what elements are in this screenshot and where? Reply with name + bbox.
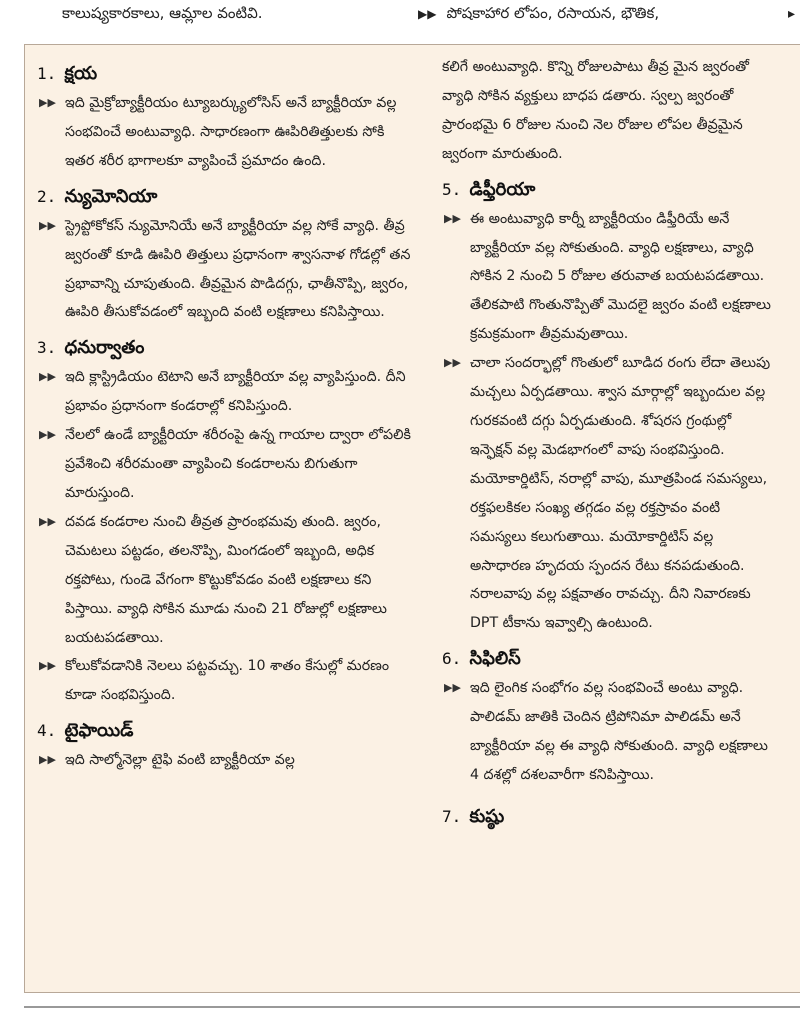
paragraph: ▶▶ స్ట్రెప్టోకోకస్ న్యుమోనియే అనే బ్యాక్టీరియా వల్ల సోకే వ్యాధి. తీవ్ర జ్వరంతో కూడి ఊపిరి తిత్తులు ప్రధానంగా శ్వాసనాళ గోడల్లో తన ప్రభావాన్ని చూపుతుంది. తీవ్రమైన పొడిదగ్గు, ఛాతీనొప్పి, జ్వరం, ఊపిరి తీసుకోవడంలో ఇబ్బంది వంటి లక్షణాలు కనిపిస్తాయి. xyxy=(37,212,417,328)
left-column xyxy=(37,53,417,775)
section-heading-leprosy: 7. కుష్ఠు xyxy=(442,805,505,827)
bullet-icon: ▶▶ xyxy=(39,514,56,528)
bullet-icon: ▶▶ xyxy=(444,681,461,695)
previous-column-tail-left: కాలుష్యకారకాలు, ఆమ్లాల వంటివి. xyxy=(62,4,263,22)
section-heading-typhoid: 4. టైఫాయిడ్ xyxy=(37,720,134,742)
bullet-icon: ▶▶ xyxy=(39,218,56,232)
bullet-icon: ▶▶ xyxy=(39,753,56,767)
previous-tail-text: పోషకాహార లోపం, రసాయన, భౌతిక, xyxy=(446,4,660,22)
bullet-icon: ▶▶ xyxy=(39,659,56,673)
paragraph: ▶▶ ఈ అంటువ్యాధి కార్నీ బ్యాక్టీరియం డిఫ్తీరియే అనే బ్యాక్టీరియా వల్ల సోకుతుంది. వ్యాధి లక్షణాలు, వ్యాధి సోకిన 2 నుంచి 5 రోజుల తరువాత బయటపడతాయి. తేలికపాటి గొంతునొప్పితో మొదలై జ్వరం వంటి లక్షణాలు క్రమక్రమంగా తీవ్రమవుతాయి. xyxy=(442,205,778,350)
section-heading-tetanus: 3. ధనుర్వాతం xyxy=(37,337,145,359)
bullet-icon: ▶▶ xyxy=(444,211,461,225)
paragraph: ▶▶ దవడ కండరాల నుంచి తీవ్రత ప్రారంభమవు తుంది. జ్వరం, చెమటలు పట్టడం, తలనొప్పి, మింగడంలో ఇబ్బంది, అధిక రక్తపోటు, గుండె వేగంగా కొట్టుకోవడం వంటి లక్షణాలు కని పిస్తాయి. వ్యాధి సోకిన మూడు నుంచి 21 రోజుల్లో లక్షణాలు బయటపడతాయి. xyxy=(37,508,417,653)
article-panel xyxy=(24,44,800,993)
paragraph: ▶▶ ఇది లైంగిక సంభోగం వల్ల సంభవించే అంటు వ్యాధి. పాలిడమ్ జాతికి చెందిన ట్రిపోనిమా పాలిడమ్ అనే బ్యాక్టీరియా వల్ల ఈ వ్యాధి సోకుతుంది. వ్యాధి లక్షణాలు 4 దశల్లో దశలవారీగా కనిపిస్తాయి. xyxy=(442,674,778,790)
bullet-icon: ▶▶ xyxy=(418,7,437,21)
edge-bullet-icon: ▸ xyxy=(788,6,796,22)
section-heading-tuberculosis: 1. క్షయ xyxy=(37,63,98,84)
paragraph: ▶▶ నేలలో ఉండే బ్యాక్టీరియా శరీరంపై ఉన్న గాయాల ద్వారా లోపలికి ప్రవేశించి శరీరమంతా వ్యాపించి కండరాలను బిగుతుగా మారుస్తుంది. xyxy=(37,421,417,508)
paragraph: ▶▶ ఇది క్లాస్ట్రిడియం టెటాని అనే బ్యాక్టీరియా వల్ల వ్యాపిస్తుంది. దీని ప్రభావం ప్రధానంగా కండరాల్లో కనిపిస్తుంది. xyxy=(37,363,417,421)
right-column xyxy=(442,53,778,832)
paragraph: ▶▶ చాలా సందర్భాల్లో గొంతులో బూడిద రంగు లేదా తెలుపు మచ్చలు ఏర్పడతాయి. శ్వాస మార్గాల్లో ఇబ్బందుల వల్ల గురకవంటి దగ్గు ఏర్పడుతుంది. శోషరస గ్రంథుల్లో ఇన్ఫెక్షన్ వల్ల మెడభాగంలో వాపు సంభవిస్తుంది. మయోకార్డిటిస్, నరాల్లో వాపు, మూత్రపిండ సమస్యలు, రక్తఫలకికల సంఖ్య తగ్గడం వల్ల రక్తస్రావం వంటి సమస్యలు కలుగుతాయి. మయోకార్డిటిస్ వల్ల అసాధారణ హృదయ స్పందన రేటు కనపడుతుంది. నరాలవాపు వల్ల పక్షవాతం రావచ్చు. దీని నివారణకు DPT టీకాను ఇవ్వాల్సి ఉంటుంది. xyxy=(442,349,778,638)
section-heading-pneumonia: 2. న్యుమోనియా xyxy=(37,185,158,207)
paragraph: ▶▶ ఇది మైక్రోబ్యాక్టీరియం ట్యూబర్క్యులోసిస్ అనే బ్యాక్టీరియా వల్ల సంభవించే అంటువ్యాధి. సాధారణంగా ఊపిరితిత్తులకు సోకి ఇతర శరీర భాగాలకూ వ్యాపించే ప్రమాదం ఉంది. xyxy=(37,89,417,176)
paragraph: ▶▶ ఇది సాల్మోనెల్లా టైఫి వంటి బ్యాక్టీరియా వల్ల xyxy=(37,746,417,775)
paragraph: ▶▶ కోలుకోవడానికి నెలలు పట్టవచ్చు. 10 శాతం కేసుల్లో మరణం కూడా సంభవిస్తుంది. xyxy=(37,652,417,710)
continued-paragraph: కలిగే అంటువ్యాధి. కొన్ని రోజులపాటు తీవ్ర మైన జ్వరంతో వ్యాధి సోకిన వ్యక్తులు బాధప డతారు. స్వల్ప జ్వరంతో ప్రారంభమై 6 రోజుల నుంచి నెల రోజుల లోపల తీవ్రమైన జ్వరంగా మారుతుంది. xyxy=(442,59,749,162)
bullet-icon: ▶▶ xyxy=(39,428,56,442)
section-heading-diphtheria: 5. డిఫ్తీరియా xyxy=(442,178,536,200)
previous-section-strip xyxy=(0,0,800,40)
section-heading-syphilis: 6. సిఫిలిస్ xyxy=(442,648,521,670)
bullet-icon: ▶▶ xyxy=(39,370,56,384)
bottom-divider xyxy=(24,1006,800,1008)
bullet-icon: ▶▶ xyxy=(39,96,56,109)
previous-column-tail-right xyxy=(418,4,659,26)
bullet-icon: ▶▶ xyxy=(444,356,461,370)
